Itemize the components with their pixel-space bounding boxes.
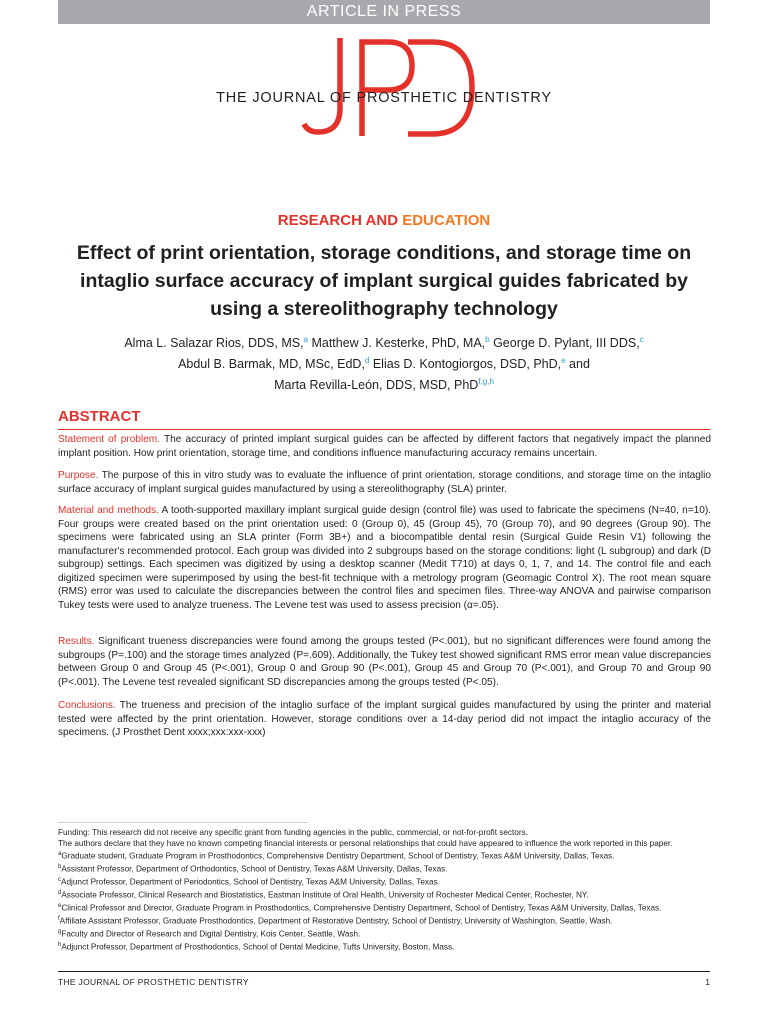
abstract-top-rule xyxy=(58,429,710,430)
abstract-results-text: Significant trueness discrepancies were found among the groups tested (P<.001), but no significant differences were found among the subgroups (P=.100) and the storage times analyzed (P=.609). Additionally, the Tukey test showed significant RMS error mean value discrepancies between Group 0 and Group 45 (P<.001), Group 0 and Group 90 (P<.001), Group 45 and Group 70 (P<.001), and Group 70 and Group 90 (P<.001). The Levene test revealed significant SD discrepancies among the groups tested (P<.05). xyxy=(58,636,711,688)
author-5-affil[interactable]: e xyxy=(561,356,566,366)
author-6-affil[interactable]: f,g,h xyxy=(478,377,494,387)
footnotes xyxy=(58,827,738,953)
author-3-affil[interactable]: c xyxy=(639,335,644,344)
article-in-press-banner: ARTICLE IN PRESS xyxy=(58,0,710,24)
journal-name-header: THE JOURNAL OF PROSTHETIC DENTISTRY xyxy=(216,90,552,106)
author-list xyxy=(60,331,708,394)
section-label-research: RESEARCH AND xyxy=(277,212,403,229)
abstract-purpose-text: The purpose of this in vitro study was to evaluate the influence of print orientation, storage conditions, and storage time on the intaglio surface accuracy of implant surgical guides manufactured by using a stereolithography (SLA) printer. xyxy=(58,470,711,495)
footer-journal-name: THE JOURNAL OF PROSTHETIC DENTISTRY xyxy=(58,977,249,987)
abstract-methods-text: A tooth-supported maxillary implant surgical guide design (control file) was used to fabricate the specimens (N=40, n=10). Four groups were created based on the print orientation used: 0 (Group 0), 45 (Group 45), 70 (Group 70), and 90 degrees (Group 90). The specimens were fabricated using an SLA printer (Form 3B+) and a biocompatible dental resin (Surgical Guide Resin V1) following the manufacturer's recommended protocol. Each group was divided into 2 subgroups based on the storage conditions: light (L subgroup) and dark (D subgroup) settings. Each specimen was digitized by using a desktop scanner (Medit T710) at days 0, 1, 7, and 14. The control file and each digitized specimen were superimposed by using the best-fit technique with a metrology program (Geomagic Control X). The root mean square (RMS) error was used to calculate the discrepancies between the control files and specimen files. Three-way ANOVA and pairwise comparison Tukey tests were used to analyze trueness. The Levene test was used to assess precision (α=.05). xyxy=(58,505,711,611)
article-title: Effect of print orientation, storage conditions, and storage time on intaglio surface accuracy of implant surgical guides fabricated by using a stereolithography technology xyxy=(76,242,692,320)
footnote-funding: Funding: This research did not receive any specific grant from funding agencies in the public, commercial, or not-for-profit sectors. xyxy=(58,828,528,837)
abstract-conclusions-label: Conclusions. xyxy=(58,700,116,711)
abstract-statement xyxy=(58,433,711,460)
author-1: Alma L. Salazar Rios, DDS, MS, xyxy=(124,336,304,351)
footnote-f: $^f$Affiliate Assistant Professor, Graduate Prosthodontics, Department of Restorative Dentistry, School of Dentistry, University of Washington, Seattle, Wash. xyxy=(58,916,613,926)
author-6: Marta Revilla-León, DDS, MSD, PhD xyxy=(274,378,479,393)
abstract-results-label: Results. xyxy=(58,636,95,647)
footnote-e: $^e$Clinical Professor and Director, Graduate Program in Prosthodontics, Comprehensive Dentistry Department, School of Dentistry, Texas A&M University, Dallas, Texas. xyxy=(58,903,662,913)
author-5: Elias D. Kontogiorgos, DSD, PhD, xyxy=(369,357,562,372)
author-and: and xyxy=(565,357,590,372)
abstract-heading: ABSTRACT xyxy=(58,408,141,425)
abstract-conclusions-text: The trueness and precision of the intaglio surface of the implant surgical guides manufactured by using the printer and material tested were affected by the print orientation. However, storage conditions over a 14-day period did not impact the intaglio accuracy of the specimens. (J Prosthet Dent xxxx;xxx:xxx-xxx) xyxy=(58,700,711,738)
footnote-h: $^h$Adjunct Professor, Department of Prosthodontics, School of Dental Medicine, Tufts University, Boston, Mass. xyxy=(58,941,455,952)
section-label-education: EDUCATION xyxy=(402,212,491,229)
footnote-conflict: The authors declare that they have no known competing financial interests or personal relationships that could have appeared to influence the work reported in this paper. xyxy=(58,839,673,849)
abstract-purpose-label: Purpose. xyxy=(58,470,99,481)
abstract-statement-text: The accuracy of printed implant surgical guides can be affected by different factors that negatively impact the planned implant position. How print orientation, storage time, and conditions influence manufacturing accuracy remains uncertain. xyxy=(58,434,712,459)
author-2-affil[interactable]: b xyxy=(485,335,490,344)
footnote-a: $^a$Graduate student, Graduate Program in Prosthodontics, Comprehensive Dentistry Department, School of Dentistry, Texas A&M University, Dallas, Texas. xyxy=(58,851,615,862)
author-1-affil[interactable]: a xyxy=(303,335,308,344)
footnote-b: $^b$Assistant Professor, Department of Orthodontics, School of Dentistry, Texas A&M University, Dallas, Texas. xyxy=(58,864,448,875)
footnote-g: $^g$Faculty and Director of Research and Digital Dentistry, Kois Center, Seattle, Wash. xyxy=(58,929,361,939)
footnote-d: $^d$Associate Professor, Clinical Research and Biostatistics, Eastman Institute of Oral Health, University of Rochester Medical Center, Rochester, NY. xyxy=(58,890,589,900)
abstract-methods xyxy=(58,504,711,612)
abstract-statement-label: Statement of problem. xyxy=(58,434,160,445)
footnote-c: $^c$Adjunct Professor, Department of Periodontics, School of Dentistry, Texas A&M University, Dallas, Texas. xyxy=(58,877,440,888)
abstract-results xyxy=(58,635,711,689)
abstract-purpose xyxy=(58,469,711,496)
author-2: Matthew J. Kesterke, PhD, MA, xyxy=(308,336,486,351)
author-4: Abdul B. Barmak, MD, MSc, EdD, xyxy=(178,357,365,372)
footnote-rule xyxy=(58,822,308,823)
abstract-conclusions xyxy=(58,699,711,740)
author-4-affil[interactable]: d xyxy=(364,356,370,366)
page-number: 1 xyxy=(705,977,710,987)
jpd-logo xyxy=(300,28,480,140)
abstract-methods-label: Material and methods. xyxy=(58,505,159,516)
footer-rule xyxy=(58,971,710,972)
section-label xyxy=(0,212,768,229)
author-3: George D. Pylant, III DDS, xyxy=(489,336,640,351)
